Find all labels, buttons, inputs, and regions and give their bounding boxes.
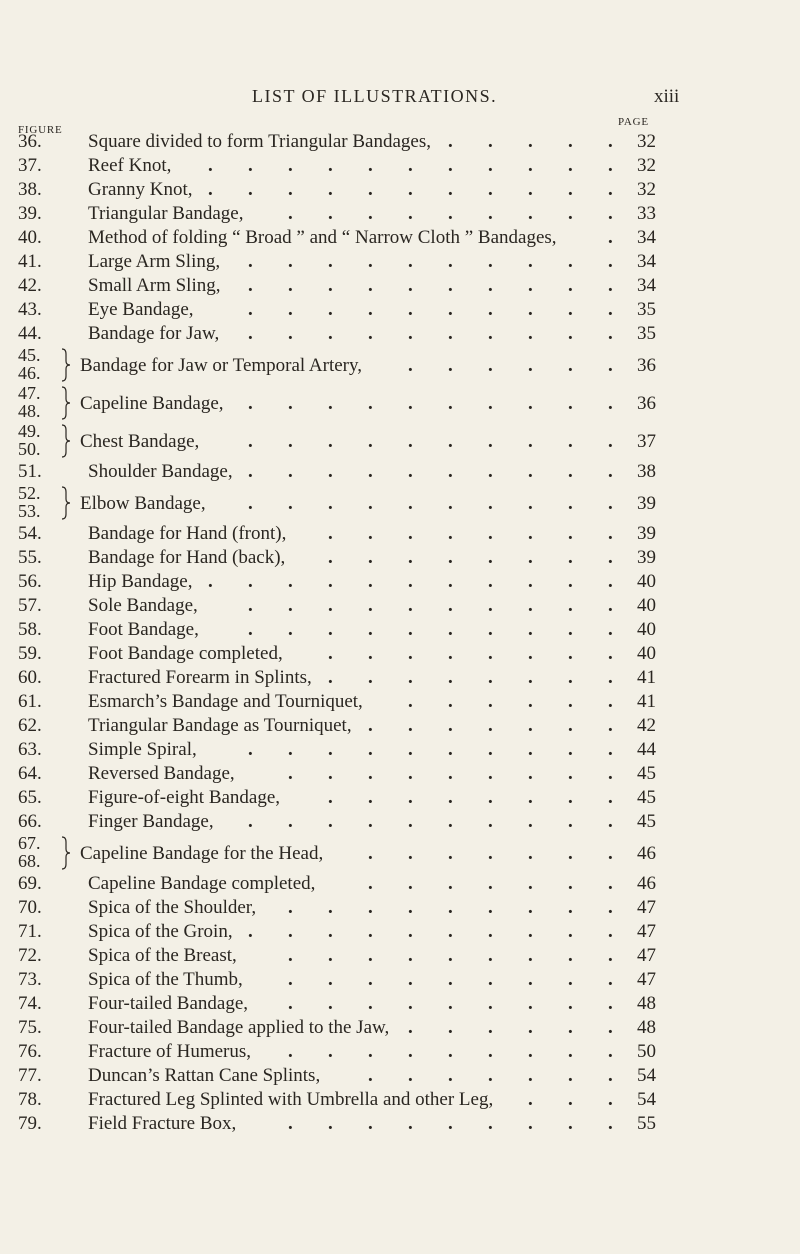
figure-title: Chest Bandage, (80, 431, 200, 452)
figure-number: 44. (18, 323, 42, 344)
figure-number: 78. (18, 1089, 42, 1110)
figure-page: 41 (637, 667, 656, 688)
figure-number: 53. (18, 501, 41, 521)
list-item: 44. Bandage for Jaw, 35 . . . . . . . . . . (18, 323, 656, 344)
figure-title: Spica of the Thumb, (88, 969, 243, 990)
list-item: 42. Small Arm Sling, 34 . . . . . . . . . . (18, 275, 656, 296)
figure-title: Hip Bandage, (88, 571, 193, 592)
list-item: 74. Four-tailed Bandage, 48 . . . . . . . . . (18, 993, 656, 1014)
figure-title: Four-tailed Bandage, (88, 993, 249, 1014)
figure-page: 45 (637, 787, 656, 808)
list-item: 36. Square divided to form Triangular Bandages, 32 . . . . . (18, 131, 656, 152)
figure-page: 45 (637, 763, 656, 784)
figure-page: 48 (637, 1017, 656, 1038)
figure-number: 46. (18, 363, 41, 383)
list-item: 47. 48. Capeline Bandage, 36 . . . . . . . . . . (18, 383, 656, 421)
figure-page: 32 (637, 155, 656, 176)
figure-number: 45. (18, 345, 41, 365)
figure-page: 45 (637, 811, 656, 832)
list-item: 73. Spica of the Thumb, 47 . . . . . . . . . (18, 969, 656, 990)
figure-number: 77. (18, 1065, 42, 1086)
list-item: 72. Spica of the Breast, 47 . . . . . . . . . (18, 945, 656, 966)
list-item: 61. Esmarch’s Bandage and Tourniquet, 41 . . . . . . (18, 691, 656, 712)
brace-icon (60, 348, 72, 382)
figure-title: Reversed Bandage, (88, 763, 235, 784)
figure-title: Square divided to form Triangular Bandages, (88, 131, 432, 152)
figure-title: Finger Bandage, (88, 811, 214, 832)
figure-number: 62. (18, 715, 42, 736)
brace-icon (60, 424, 72, 458)
list-item: 41. Large Arm Sling, 34 . . . . . . . . . . (18, 251, 656, 272)
figure-number: 40. (18, 227, 42, 248)
list-item: 65. Figure-of-eight Bandage, 45 . . . . . . . . (18, 787, 656, 808)
list-item: 54. Bandage for Hand (front), 39 . . . . . . . . (18, 523, 656, 544)
figure-title: Fractured Forearm in Splints, (88, 667, 312, 688)
figure-page: 41 (637, 691, 656, 712)
list-item: 51. Shoulder Bandage, 38 . . . . . . . . . . (18, 461, 656, 482)
figure-title: Capeline Bandage for the Head, (80, 843, 324, 864)
list-item: 76. Fracture of Humerus, 50 . . . . . . . . . (18, 1041, 656, 1062)
list-item: 63. Simple Spiral, 44 . . . . . . . . . . (18, 739, 656, 760)
list-item: 78. Fractured Leg Splinted with Umbrella and other Leg, 54 . . . (18, 1089, 656, 1110)
figure-title: Large Arm Sling, (88, 251, 221, 272)
figure-title: Reef Knot, (88, 155, 172, 176)
figure-page: 54 (637, 1089, 656, 1110)
figure-page: 34 (637, 251, 656, 272)
illustration-list (0, 130, 800, 1136)
figure-number: 39. (18, 203, 42, 224)
figure-title: Simple Spiral, (88, 739, 197, 760)
brace-icon (60, 836, 72, 870)
figure-title: Esmarch’s Bandage and Tourniquet, (88, 691, 363, 712)
figure-title: Duncan’s Rattan Cane Splints, (88, 1065, 321, 1086)
list-item: 52. 53. Elbow Bandage, 39 . . . . . . . . . . (18, 483, 656, 521)
figure-number: 36. (18, 131, 42, 152)
figure-title: Eye Bandage, (88, 299, 194, 320)
figure-page: 48 (637, 993, 656, 1014)
figure-title: Elbow Bandage, (80, 493, 206, 514)
figure-number: 37. (18, 155, 42, 176)
figure-title: Sole Bandage, (88, 595, 198, 616)
page-number: xiii (654, 86, 680, 107)
figure-title: Bandage for Hand (front), (88, 523, 287, 544)
figure-title: Bandage for Jaw or Temporal Artery, (80, 355, 362, 376)
figure-number: 51. (18, 461, 42, 482)
figure-page: 39 (637, 493, 656, 514)
list-item: 66. Finger Bandage, 45 . . . . . . . . . . (18, 811, 656, 832)
figure-page: 40 (637, 595, 656, 616)
figure-title: Fractured Leg Splinted with Umbrella and other Leg, (88, 1089, 494, 1110)
brace-icon (60, 386, 72, 420)
figure-page: 34 (637, 275, 656, 296)
figure-number: 61. (18, 691, 42, 712)
figure-page: 46 (637, 843, 656, 864)
figure-page: 44 (637, 739, 656, 760)
figure-number: 57. (18, 595, 42, 616)
figure-column-heading: FIGURE (18, 124, 63, 136)
figure-page: 32 (637, 179, 656, 200)
figure-page: 36 (637, 393, 656, 414)
figure-page: 36 (637, 355, 656, 376)
figure-title: Fracture of Humerus, (88, 1041, 252, 1062)
list-item: 43. Eye Bandage, 35 . . . . . . . . . . (18, 299, 656, 320)
figure-page: 50 (637, 1041, 656, 1062)
figure-number: 69. (18, 873, 42, 894)
list-item: 64. Reversed Bandage, 45 . . . . . . . . . (18, 763, 656, 784)
figure-page: 40 (637, 571, 656, 592)
figure-page: 39 (637, 523, 656, 544)
list-item: 70. Spica of the Shoulder, 47 . . . . . . . . . (18, 897, 656, 918)
figure-page: 47 (637, 969, 656, 990)
brace-icon (60, 486, 72, 520)
figure-number: 76. (18, 1041, 42, 1062)
figure-number: 79. (18, 1113, 42, 1134)
figure-page: 35 (637, 323, 656, 344)
figure-number: 49. (18, 421, 41, 441)
figure-page: 54 (637, 1065, 656, 1086)
list-item: 67. 68. Capeline Bandage for the Head, 46 . . . . . . . (18, 833, 656, 871)
figure-number: 42. (18, 275, 42, 296)
figure-number: 52. (18, 483, 41, 503)
list-item: 38. Granny Knot, 32 . . . . . . . . . . . (18, 179, 656, 200)
figure-number: 63. (18, 739, 42, 760)
figure-title: Method of folding “ Broad ” and “ Narrow Cloth ” Bandages, (88, 227, 557, 248)
list-item: 71. Spica of the Groin, 47 . . . . . . . . . . (18, 921, 656, 942)
figure-number: 38. (18, 179, 42, 200)
page-column-heading: PAGE (618, 116, 649, 128)
running-title: LIST OF ILLUSTRATIONS. (252, 86, 498, 106)
figure-number: 72. (18, 945, 42, 966)
list-item: 40. Method of folding “ Broad ” and “ Narrow Cloth ” Bandages, 34 . (18, 227, 656, 248)
figure-number: 73. (18, 969, 42, 990)
figure-number: 67. (18, 833, 41, 853)
figure-page: 40 (637, 619, 656, 640)
list-item: 56. Hip Bandage, 40 . . . . . . . . . . . (18, 571, 656, 592)
figure-page: 42 (637, 715, 656, 736)
list-item: 39. Triangular Bandage, 33 . . . . . . . . . (18, 203, 656, 224)
figure-title: Spica of the Breast, (88, 945, 237, 966)
list-item: 79. Field Fracture Box, 55 . . . . . . . . . (18, 1113, 656, 1134)
list-item: 62. Triangular Bandage as Tourniquet, 42 . . . . . . . (18, 715, 656, 736)
list-item: 69. Capeline Bandage completed, 46 . . . . . . . (18, 873, 656, 894)
list-item: 75. Four-tailed Bandage applied to the Jaw, 48 . . . . . . (18, 1017, 656, 1038)
page-header (0, 86, 800, 110)
figure-number: 48. (18, 401, 41, 421)
figure-title: Bandage for Hand (back), (88, 547, 286, 568)
figure-number: 70. (18, 897, 42, 918)
figure-title: Foot Bandage, (88, 619, 199, 640)
figure-page: 47 (637, 921, 656, 942)
list-item: 77. Duncan’s Rattan Cane Splints, 54 . . . . . . . (18, 1065, 656, 1086)
figure-page: 34 (637, 227, 656, 248)
figure-title: Foot Bandage completed, (88, 643, 283, 664)
figure-number: 74. (18, 993, 42, 1014)
figure-number: 56. (18, 571, 42, 592)
figure-page: 55 (637, 1113, 656, 1134)
figure-page: 47 (637, 897, 656, 918)
figure-page: 33 (637, 203, 656, 224)
figure-number: 68. (18, 851, 41, 871)
figure-title: Capeline Bandage, (80, 393, 224, 414)
figure-title: Capeline Bandage completed, (88, 873, 316, 894)
figure-number: 41. (18, 251, 42, 272)
figure-title: Figure-of-eight Bandage, (88, 787, 281, 808)
figure-title: Spica of the Shoulder, (88, 897, 257, 918)
figure-page: 46 (637, 873, 656, 894)
figure-title: Field Fracture Box, (88, 1113, 237, 1134)
figure-title: Shoulder Bandage, (88, 461, 233, 482)
figure-number: 66. (18, 811, 42, 832)
figure-page: 37 (637, 431, 656, 452)
figure-title: Bandage for Jaw, (88, 323, 220, 344)
figure-title: Small Arm Sling, (88, 275, 221, 296)
figure-number: 75. (18, 1017, 42, 1038)
figure-page: 32 (637, 131, 656, 152)
figure-number: 55. (18, 547, 42, 568)
figure-title: Four-tailed Bandage applied to the Jaw, (88, 1017, 390, 1038)
figure-number: 54. (18, 523, 42, 544)
figure-number: 65. (18, 787, 42, 808)
figure-number: 71. (18, 921, 42, 942)
list-item: 45. 46. Bandage for Jaw or Temporal Artery, 36 . . . . . . (18, 345, 656, 383)
list-item: 55. Bandage for Hand (back), 39 . . . . . . . . (18, 547, 656, 568)
list-item: 58. Foot Bandage, 40 . . . . . . . . . . (18, 619, 656, 640)
figure-number: 59. (18, 643, 42, 664)
figure-title: Spica of the Groin, (88, 921, 233, 942)
figure-number: 50. (18, 439, 41, 459)
figure-number: 43. (18, 299, 42, 320)
list-item: 60. Fractured Forearm in Splints, 41 . . . . . . . . (18, 667, 656, 688)
figure-title: Triangular Bandage as Tourniquet, (88, 715, 352, 736)
figure-number: 47. (18, 383, 41, 403)
figure-number: 58. (18, 619, 42, 640)
figure-page: 35 (637, 299, 656, 320)
list-item: 37. Reef Knot, 32 . . . . . . . . . . . (18, 155, 656, 176)
figure-title: Granny Knot, (88, 179, 193, 200)
list-item: 49. 50. Chest Bandage, 37 . . . . . . . . . . (18, 421, 656, 459)
figure-page: 40 (637, 643, 656, 664)
list-item: 59. Foot Bandage completed, 40 . . . . . . . . (18, 643, 656, 664)
figure-number: 64. (18, 763, 42, 784)
figure-page: 47 (637, 945, 656, 966)
figure-page: 38 (637, 461, 656, 482)
list-item: 57. Sole Bandage, 40 . . . . . . . . . . (18, 595, 656, 616)
figure-number: 60. (18, 667, 42, 688)
figure-title: Triangular Bandage, (88, 203, 244, 224)
figure-page: 39 (637, 547, 656, 568)
